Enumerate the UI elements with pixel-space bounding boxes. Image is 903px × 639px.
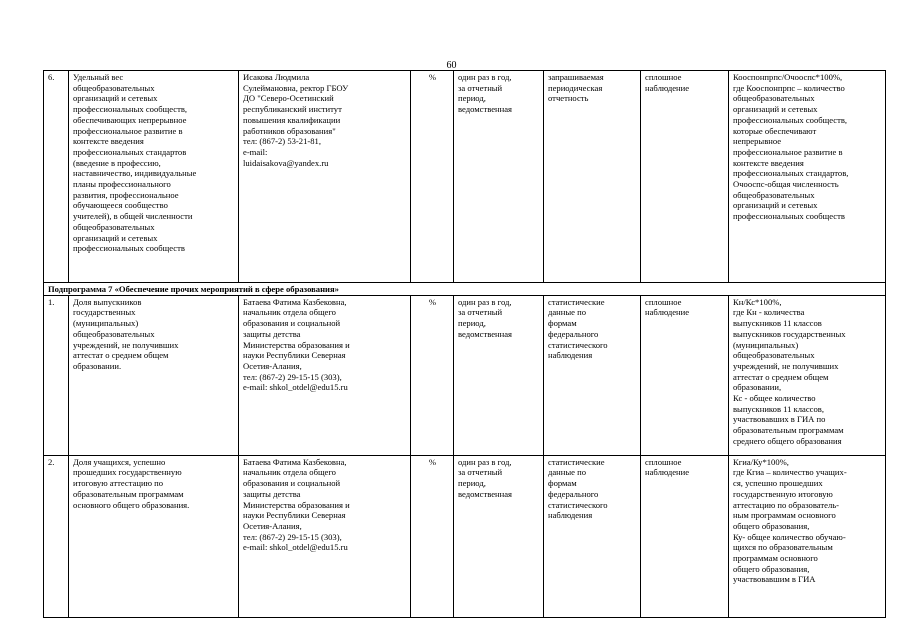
frequency: один раз в год, за отчетный период, ведомственная (454, 295, 544, 455)
indicator-name: Доля выпускников государственных (муниципальных) общеобразовательных учреждений, не получивших аттестат о среднем общем образовании. (69, 295, 239, 455)
table-row (44, 455, 886, 617)
calculation-formula: Кгиа/Ку*100%, где Кгиа – количество учащих- ся, успешно прошедших государственную итоговую аттестацию по образователь- ным программам основного общего образования, Ку- общее количество обучаю- щихся по образовательным программам основного общего образования, участвовавшим в ГИА (729, 455, 886, 617)
responsible-person: Исакова Людмила Сулеймановна, ректор ГБОУ ДО "Северо-Осетинский республиканский институт повышения квалификации работников образования" тел: (867-2) 53-21-81, e-mail: luidaisakova@yandex.ru (239, 71, 411, 283)
table-row (44, 71, 886, 283)
calculation-formula: Кн/Кс*100%, где Кн - количества выпускников 11 классов выпускников государственных (муниципальных) общеобразовательных учреждений, не получивших аттестат о среднем общем образовании, Кс - общее количество выпускников 11 классов, участвовавших в ГИА по образовательным программам среднего общего образования (729, 295, 886, 455)
indicator-name: Доля учащихся, успешно прошедших государственную итоговую аттестацию по образовательным программам основного общего образования. (69, 455, 239, 617)
unit: % (411, 295, 454, 455)
data-source: статистические данные по формам федерального статистического наблюдения (544, 455, 641, 617)
indicators-table (43, 70, 886, 618)
row-number: 1. (44, 295, 69, 455)
indicator-name: Удельный вес общеобразовательных организаций и сетевых профессиональных сообществ, обеспечивающих непрерывное профессиональное развитие в контексте введения профессиональных стандартов (введение в профессию, наставничество, индивидуальные планы профессионального развития, профессиональное обучающееся сообщество учителей), в общей численности общеобразовательных организаций и сетевых профессиональных сообществ (69, 71, 239, 283)
unit: % (411, 455, 454, 617)
page-number: 60 (446, 60, 457, 71)
data-source: запрашиваемая периодическая отчетность (544, 71, 641, 283)
data-source: статистические данные по формам федерального статистического наблюдения (544, 295, 641, 455)
row-number: 2. (44, 455, 69, 617)
responsible-person: Батаева Фатима Казбековна, начальник отдела общего образования и социальной защиты детства Министерства образования и науки Республики Северная Осетия-Алания, тел: (867-2) 29-15-15 (303), e-mail: shkol_otdel@edu15.ru (239, 295, 411, 455)
frequency: один раз в год, за отчетный период, ведомственная (454, 455, 544, 617)
observation-method: сплошное наблюдение (641, 295, 729, 455)
row-number: 6. (44, 71, 69, 283)
unit: % (411, 71, 454, 283)
section-title: Подпрограмма 7 «Обеспечение прочих мероприятий в сфере образования» (44, 283, 886, 296)
table-row (44, 295, 886, 455)
calculation-formula: Кооспонпрпс/Очооспс*100%, где Кооспонпрпс – количество общеобразовательных организаций и сетевых профессиональных сообществ, которые обеспечивают непрерывное профессиональное развитие в контексте введения профессиональных стандартов, Очооспс-общая численность общеобразовательных организаций и сетевых профессиональных сообществ (729, 71, 886, 283)
frequency: один раз в год, за отчетный период, ведомственная (454, 71, 544, 283)
responsible-person: Батаева Фатима Казбековна, начальник отдела общего образования и социальной защиты детства Министерства образования и науки Республики Северная Осетия-Алания, тел: (867-2) 29-15-15 (303), e-mail: shkol_otdel@edu15.ru (239, 455, 411, 617)
observation-method: сплошное наблюдение (641, 71, 729, 283)
observation-method: сплошное наблюдение (641, 455, 729, 617)
section-row (44, 283, 886, 296)
